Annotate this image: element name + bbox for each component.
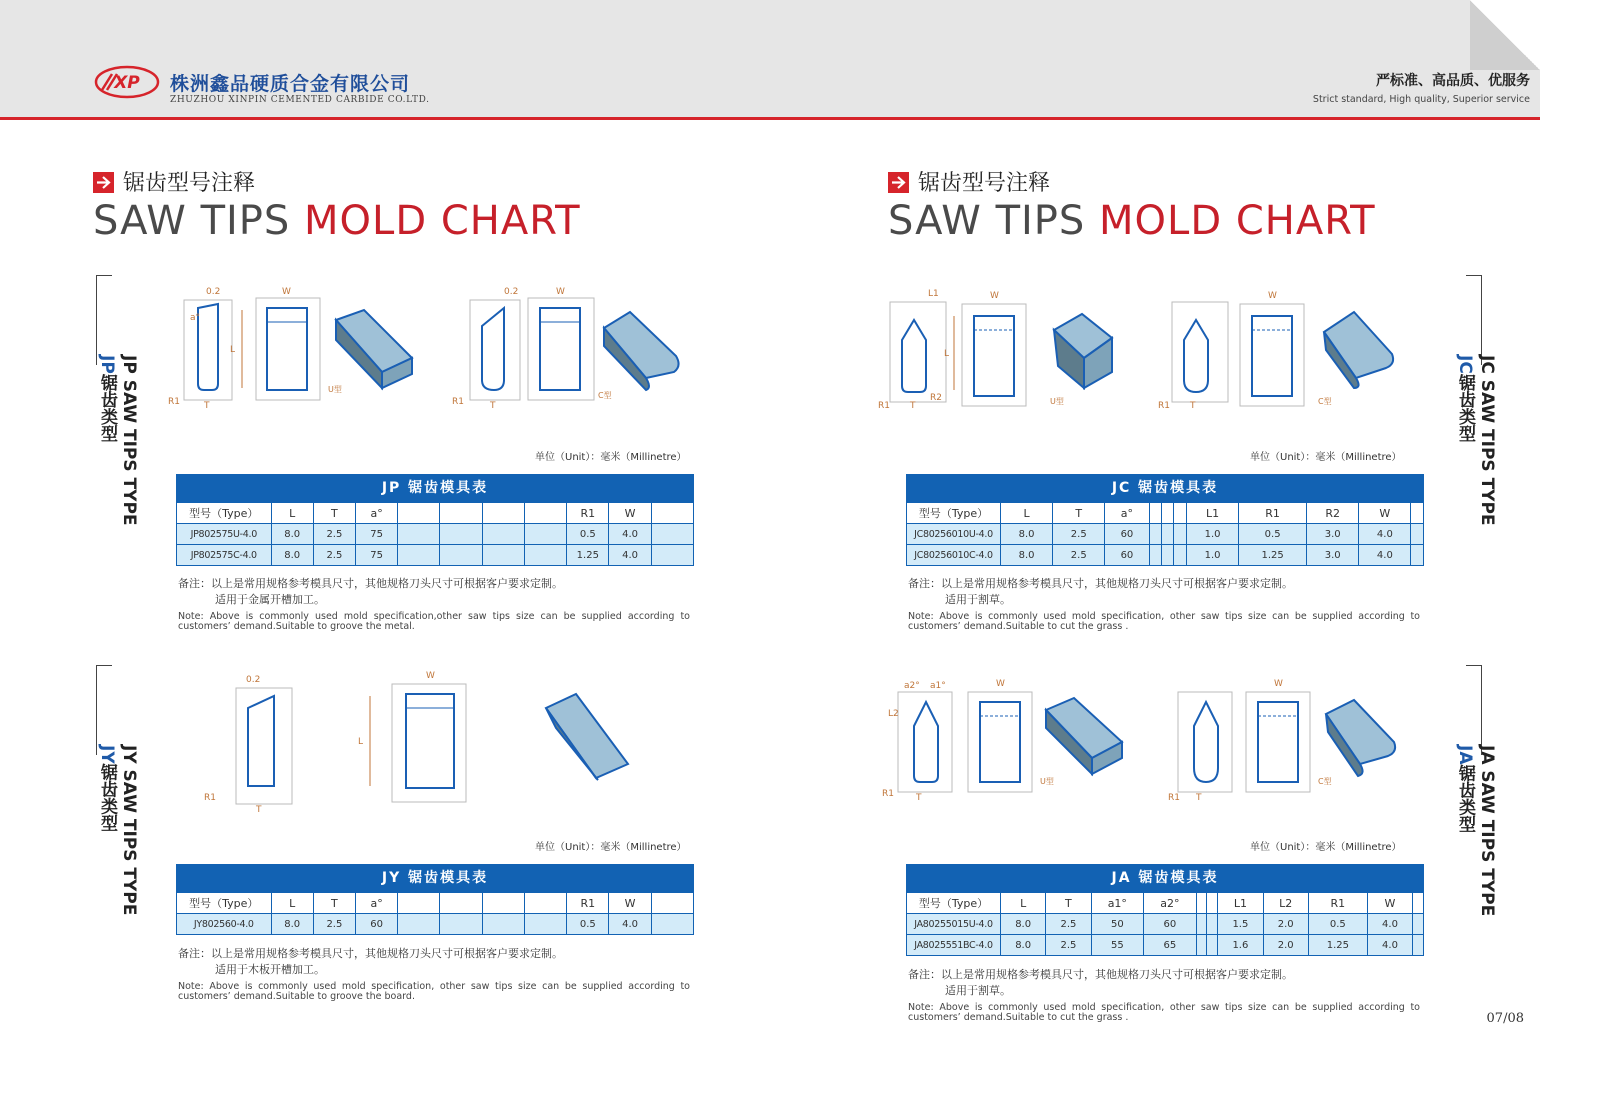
cell: 1.0	[1186, 524, 1238, 545]
cell: 2.5	[1053, 545, 1105, 566]
cell: 8.0	[1001, 545, 1053, 566]
column-header: T	[313, 503, 355, 524]
side-label-ja	[1450, 665, 1498, 925]
section-title-cn: 锯齿型号注释	[918, 171, 1051, 196]
table-title: JA 锯齿模具表	[906, 864, 1424, 892]
jp-note	[178, 575, 690, 632]
label-w: W	[426, 671, 435, 681]
table-title: JY 锯齿模具表	[176, 864, 694, 892]
side-label-jc	[1450, 275, 1498, 535]
column-header: a1°	[1091, 893, 1144, 914]
unit-label-jp: 单位（Unit）：毫米（Millinetre）	[535, 452, 687, 463]
column-header	[1207, 893, 1218, 914]
unit-label-jy: 单位（Unit）：毫米（Millinetre）	[535, 842, 687, 853]
side-bracket	[1466, 665, 1482, 755]
column-header: a°	[356, 893, 398, 914]
label-l1: L1	[928, 289, 939, 299]
column-header: L	[271, 893, 313, 914]
column-header: R1	[567, 503, 609, 524]
jp-c-3d-view	[598, 312, 679, 400]
cell	[524, 545, 566, 566]
label-o2: 0.2	[504, 287, 519, 297]
company-name-en: ZHUZHOU XINPIN CEMENTED CARBIDE CO.LTD.	[170, 95, 430, 105]
column-header: T	[313, 893, 355, 914]
arrow-right-icon	[888, 172, 909, 193]
cell: 2.5	[313, 914, 355, 935]
cell: 4.0	[609, 524, 651, 545]
cell: 0.5	[567, 914, 609, 935]
cell	[398, 545, 440, 566]
column-header: R1	[1239, 503, 1307, 524]
cell: 50	[1091, 914, 1144, 935]
label-c-type: C型	[598, 391, 612, 400]
label-t: T	[1196, 793, 1202, 803]
company-logo	[94, 64, 160, 100]
cell	[482, 914, 524, 935]
side-bracket	[96, 275, 112, 365]
cell: 4.0	[609, 914, 651, 935]
jy-drawings	[200, 668, 640, 818]
column-header	[1411, 503, 1424, 524]
cell: 60	[1144, 914, 1197, 935]
ja-note	[908, 966, 1420, 1023]
ja-u-side-view	[968, 679, 1054, 792]
column-header	[651, 893, 693, 914]
column-header: 型号（Type）	[907, 503, 1001, 524]
jp-c-front-view	[452, 287, 528, 411]
side-text	[96, 745, 140, 915]
jy-note	[178, 945, 690, 1002]
cell: 0.5	[1308, 914, 1367, 935]
column-header: 型号（Type）	[177, 893, 272, 914]
column-header: a°	[356, 503, 398, 524]
cell: 2.5	[1046, 935, 1091, 956]
side-text	[96, 355, 140, 526]
side-bracket	[1466, 275, 1482, 365]
note-cn: 备注：以上是常用规格参考模具尺寸，其他规格刀头尺寸可根据客户要求定制。	[908, 577, 1293, 590]
table-header-row	[907, 503, 1424, 524]
table-row	[907, 524, 1424, 545]
cell	[440, 914, 482, 935]
cell	[651, 545, 693, 566]
label-o2: 0.2	[246, 675, 261, 685]
cell	[1413, 914, 1424, 935]
cell	[482, 524, 524, 545]
side-label-jp	[96, 275, 144, 535]
svg-text:XP: XP	[114, 73, 140, 93]
label-w: W	[282, 287, 291, 297]
label-w: W	[990, 291, 999, 301]
jc-u-front-view	[878, 289, 954, 411]
column-header	[482, 893, 524, 914]
jc-u-side-view	[962, 291, 1064, 406]
jp-u-side-view	[256, 287, 320, 400]
column-header	[440, 893, 482, 914]
ja-drawings	[878, 672, 1408, 812]
cell: 2.5	[313, 545, 355, 566]
column-header	[651, 503, 693, 524]
label-c-type: C型	[1318, 397, 1332, 406]
jy-spec-table	[176, 864, 694, 935]
cell: 75	[356, 545, 398, 566]
jp-u-3d-view	[328, 310, 412, 394]
cell: 2.5	[1046, 914, 1091, 935]
jc-note	[908, 575, 1420, 632]
column-header	[482, 503, 524, 524]
cell: 1.25	[1308, 935, 1367, 956]
unit-label-ja: 单位（Unit）：毫米（Millinetre）	[1250, 842, 1402, 853]
ja-c-front-view	[1168, 692, 1232, 803]
cell: 8.0	[271, 914, 313, 935]
ja-spec-table	[906, 864, 1424, 956]
column-header: L	[271, 503, 313, 524]
note-cn: 备注：以上是常用规格参考模具尺寸，其他规格刀头尺寸可根据客户要求定制。	[908, 968, 1293, 981]
column-header: L	[1001, 503, 1053, 524]
cell: 1.25	[1239, 545, 1307, 566]
cell	[524, 524, 566, 545]
side-type-en: JY SAW TIPS TYPE	[119, 745, 139, 916]
cell: 8.0	[1001, 914, 1046, 935]
table-row	[177, 914, 694, 935]
label-r2: R2	[930, 393, 942, 403]
ja-c-3d-view	[1326, 700, 1395, 776]
cell: 1.25	[567, 545, 609, 566]
column-header	[1162, 503, 1174, 524]
cell: JP802575U-4.0	[177, 524, 272, 545]
label-w: W	[996, 679, 1005, 689]
side-type-en: JC SAW TIPS TYPE	[1477, 355, 1497, 526]
column-header: W	[609, 503, 651, 524]
cell: 0.5	[567, 524, 609, 545]
cell: 0.5	[1239, 524, 1307, 545]
cell	[1196, 935, 1207, 956]
side-type-cn: 锯齿类型	[1455, 764, 1475, 833]
table-title: JP 锯齿模具表	[176, 474, 694, 502]
cell	[1162, 524, 1174, 545]
column-header	[1413, 893, 1424, 914]
column-header: R2	[1307, 503, 1359, 524]
unit-label-jc: 单位（Unit）：毫米（Millinetre）	[1250, 452, 1402, 463]
side-type-cn: 锯齿类型	[1455, 373, 1475, 442]
side-type-cn: 锯齿类型	[97, 373, 117, 442]
label-l2: L2	[888, 709, 899, 719]
page-number: 07/08	[1486, 1011, 1524, 1026]
cell: 4.0	[1367, 935, 1412, 956]
cell	[524, 914, 566, 935]
jp-u-front-view	[168, 287, 242, 411]
table-row	[907, 935, 1424, 956]
side-type-cn: 锯齿类型	[97, 763, 117, 832]
title-part-gray: SAW TIPS	[888, 198, 1100, 244]
column-header	[398, 893, 440, 914]
cell: 4.0	[609, 545, 651, 566]
side-type-code: JP	[97, 355, 117, 374]
section-title-en	[888, 198, 1376, 244]
column-header	[440, 503, 482, 524]
side-type-code: JC	[1455, 355, 1475, 374]
column-header: L1	[1218, 893, 1263, 914]
cell: JC80256010U-4.0	[907, 524, 1001, 545]
label-l: L	[944, 349, 950, 359]
jc-u-3d-view	[1054, 314, 1112, 388]
jc-c-side-view	[1240, 291, 1332, 406]
cell: 1.5	[1218, 914, 1263, 935]
table-row	[177, 524, 694, 545]
column-header: W	[1359, 503, 1411, 524]
slogan-cn: 严标准、高品质、优服务	[1376, 73, 1530, 89]
cell: 2.5	[313, 524, 355, 545]
label-r1: R1	[1168, 793, 1180, 803]
label-t: T	[916, 793, 922, 803]
note-cn-usage: 适用于木板开槽加工。	[215, 963, 325, 976]
cell: 4.0	[1359, 524, 1411, 545]
cell	[398, 524, 440, 545]
company-name-cn: 株洲鑫品硬质合金有限公司	[170, 73, 411, 95]
cell: 8.0	[1001, 524, 1053, 545]
header-page-fold	[1470, 0, 1540, 70]
cell: 60	[356, 914, 398, 935]
label-r1: R1	[204, 793, 216, 803]
note-en: Note: Above is commonly used mold specification,other saw tips size can be supplied according to customers’ demand.Suitable to groove the metal.	[178, 611, 690, 632]
cell: JA80255015U-4.0	[907, 914, 1001, 935]
jc-drawings	[878, 280, 1408, 420]
header-red-rule	[0, 117, 1540, 120]
label-t: T	[910, 401, 916, 411]
jc-spec-table	[906, 474, 1424, 566]
slogan-en: Strict standard, High quality, Superior service	[1312, 94, 1530, 105]
cell: 2.0	[1263, 914, 1308, 935]
cell	[482, 545, 524, 566]
cell	[1413, 935, 1424, 956]
cell	[651, 524, 693, 545]
jy-front-view	[204, 675, 292, 815]
label-l: L	[358, 737, 364, 747]
label-u-type: U型	[328, 385, 342, 394]
cell: 1.6	[1218, 935, 1263, 956]
label-a2: a2°	[904, 681, 920, 691]
cell	[1149, 524, 1161, 545]
cell	[1411, 524, 1424, 545]
ja-u-front-view	[882, 681, 952, 803]
side-type-code: JY	[97, 745, 117, 764]
cell	[1149, 545, 1161, 566]
column-header: W	[609, 893, 651, 914]
table-header-row	[177, 893, 694, 914]
section-title-cn: 锯齿型号注释	[123, 171, 256, 196]
cell	[440, 524, 482, 545]
side-type-en: JA SAW TIPS TYPE	[1477, 745, 1497, 917]
column-header: L	[1001, 893, 1046, 914]
ja-u-3d-view	[1046, 698, 1122, 774]
jp-drawings	[168, 280, 698, 420]
cell: 8.0	[1001, 935, 1046, 956]
cell: 1.0	[1186, 545, 1238, 566]
section-title-en	[93, 198, 581, 244]
column-header	[1174, 503, 1186, 524]
label-t: T	[256, 805, 262, 815]
cell: 55	[1091, 935, 1144, 956]
column-header: R1	[1308, 893, 1367, 914]
side-label-jy	[96, 665, 144, 925]
label-t: T	[204, 401, 210, 411]
cell: 2.0	[1263, 935, 1308, 956]
note-cn-usage: 适用于割草。	[945, 984, 1011, 997]
label-r1: R1	[878, 401, 890, 411]
cell: 8.0	[271, 545, 313, 566]
cell: 4.0	[1359, 545, 1411, 566]
cell	[1411, 545, 1424, 566]
side-bracket	[96, 665, 112, 755]
side-type-en: JP SAW TIPS TYPE	[119, 355, 139, 526]
note-cn-usage: 适用于金属开槽加工。	[215, 593, 325, 606]
column-header: R1	[567, 893, 609, 914]
cell: 65	[1144, 935, 1197, 956]
cell	[1207, 935, 1218, 956]
cell	[651, 914, 693, 935]
label-a1: a1°	[930, 681, 946, 691]
column-header: a°	[1105, 503, 1149, 524]
cell	[1174, 545, 1186, 566]
column-header	[524, 503, 566, 524]
table-row	[177, 545, 694, 566]
label-a: a°	[190, 313, 201, 323]
column-header	[524, 893, 566, 914]
jy-side-view	[358, 671, 466, 802]
label-u-type: U型	[1040, 777, 1054, 786]
jp-c-side-view	[528, 287, 594, 400]
ja-c-side-view	[1246, 679, 1332, 792]
label-t: T	[1190, 401, 1196, 411]
label-r1: R1	[1158, 401, 1170, 411]
column-header	[1196, 893, 1207, 914]
table-header-row	[907, 893, 1424, 914]
cell: 75	[356, 524, 398, 545]
label-w: W	[1268, 291, 1277, 301]
note-en: Note: Above is commonly used mold specification, other saw tips size can be supplied according to customers’ demand.Suitable to cut the grass .	[908, 611, 1420, 632]
label-r1: R1	[452, 397, 464, 407]
side-text	[1454, 745, 1498, 916]
label-c-type: C型	[1318, 777, 1332, 786]
note-en: Note: Above is commonly used mold specification, other saw tips size can be supplied according to customers’ demand.Suitable to cut the grass .	[908, 1002, 1420, 1023]
cell: JA8025551BC-4.0	[907, 935, 1001, 956]
note-cn-usage: 适用于割草。	[945, 593, 1011, 606]
jp-spec-table	[176, 474, 694, 566]
column-header: W	[1367, 893, 1412, 914]
cell: 60	[1105, 524, 1149, 545]
label-w: W	[1274, 679, 1283, 689]
cell: 2.5	[1053, 524, 1105, 545]
column-header: 型号（Type）	[177, 503, 272, 524]
column-header: a2°	[1144, 893, 1197, 914]
arrow-right-icon	[93, 172, 114, 193]
cell	[398, 914, 440, 935]
table-row	[907, 545, 1424, 566]
column-header	[398, 503, 440, 524]
note-en: Note: Above is commonly used mold specification, other saw tips size can be supplied according to customers’ demand.Suitable to groove the board.	[178, 981, 690, 1002]
cell: 8.0	[271, 524, 313, 545]
column-header: L2	[1263, 893, 1308, 914]
note-cn: 备注：以上是常用规格参考模具尺寸，其他规格刀头尺寸可根据客户要求定制。	[178, 577, 563, 590]
title-part-red: MOLD CHART	[304, 198, 581, 244]
cell	[440, 545, 482, 566]
cell: JC80256010C-4.0	[907, 545, 1001, 566]
side-type-code: JA	[1455, 745, 1475, 765]
label-t: T	[490, 401, 496, 411]
column-header: L1	[1186, 503, 1238, 524]
label-l: L	[230, 345, 236, 355]
note-cn: 备注：以上是常用规格参考模具尺寸，其他规格刀头尺寸可根据客户要求定制。	[178, 947, 563, 960]
column-header: T	[1053, 503, 1105, 524]
side-text	[1454, 355, 1498, 526]
title-part-red: MOLD CHART	[1099, 198, 1376, 244]
table-header-row	[177, 503, 694, 524]
jc-c-3d-view	[1324, 312, 1393, 388]
cell: 4.0	[1367, 914, 1412, 935]
cell: JY802560-4.0	[177, 914, 272, 935]
label-w: W	[556, 287, 565, 297]
table-row	[907, 914, 1424, 935]
label-r1: R1	[168, 397, 180, 407]
title-part-gray: SAW TIPS	[93, 198, 305, 244]
column-header: 型号（Type）	[907, 893, 1001, 914]
cell: JP802575C-4.0	[177, 545, 272, 566]
table-title: JC 锯齿模具表	[906, 474, 1424, 502]
cell	[1162, 545, 1174, 566]
jc-c-front-view	[1158, 302, 1228, 411]
label-o2: 0.2	[206, 287, 221, 297]
cell: 3.0	[1307, 545, 1359, 566]
jy-3d-view	[546, 694, 628, 780]
label-r1: R1	[882, 789, 894, 799]
cell	[1174, 524, 1186, 545]
cell: 60	[1105, 545, 1149, 566]
label-u-type: U型	[1050, 397, 1064, 406]
cell	[1196, 914, 1207, 935]
column-header: T	[1046, 893, 1091, 914]
cell: 3.0	[1307, 524, 1359, 545]
column-header	[1149, 503, 1161, 524]
cell	[1207, 914, 1218, 935]
